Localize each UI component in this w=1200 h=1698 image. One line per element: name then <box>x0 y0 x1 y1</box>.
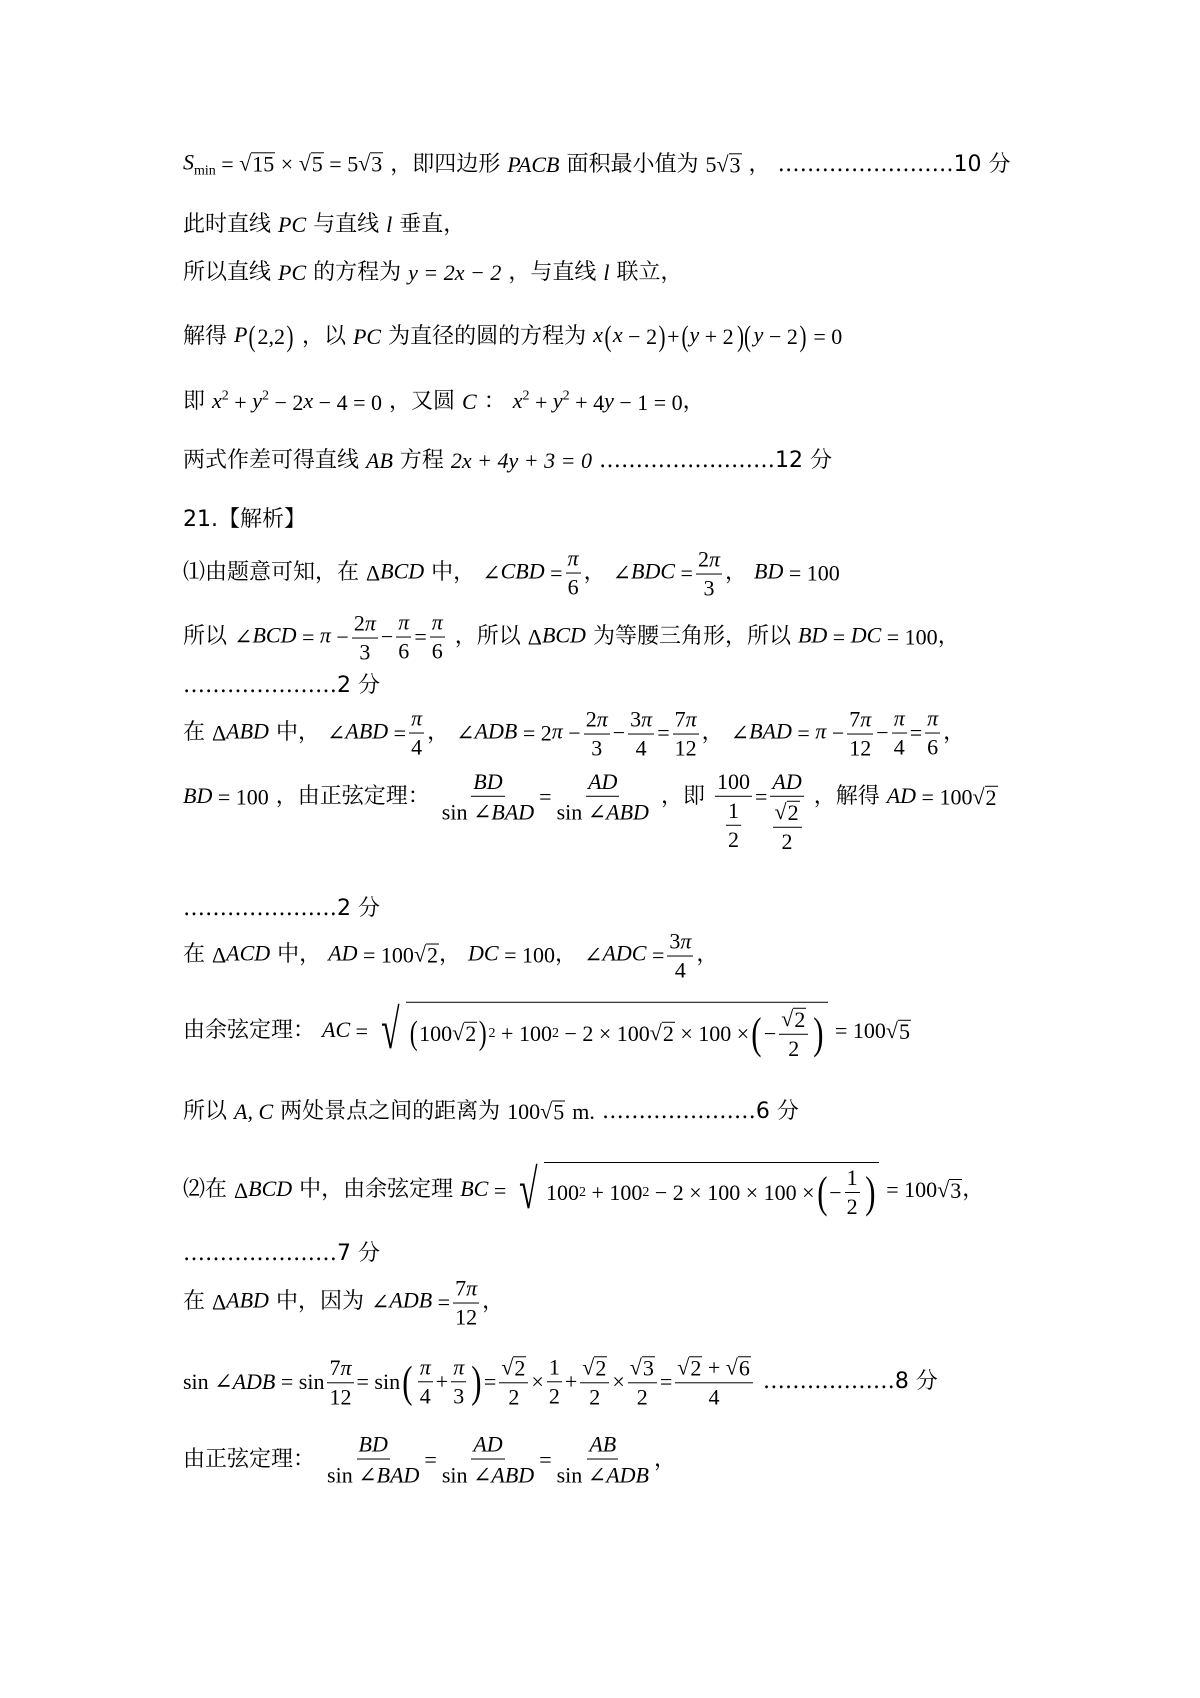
line-smin: $S_{min}$ = √ 15 × √ 5 = 5 √ 3 ，即四边形 PACB 面积最小值为 5 √ 3 ， ……………………10 分 <box>183 149 1011 179</box>
score-line-7: …………………7 分 <box>183 1241 380 1266</box>
line-bcd-isosceles: 所以 ∠BCD = π − $\frac{2\pi}{3}$ − $\frac{\pi}{6}$ = $\frac{\pi}{6}$ ，所以 ΔBCD 为等腰三角形，所以 BD = DC = 100， <box>183 609 960 665</box>
line-ab-eq: 两式作差可得直线 AB 方程 2x + 4y + 3 = 0 ……………………12 分 <box>183 448 832 473</box>
line-cosine-bc: ⑵在 ΔBCD 中，由余弦定理 BC = √ 100 2 + 100 2 − 2 × 100 × 100 × ( − $\frac{1}{2}$ ) = 100 √ 3 ， <box>183 1159 985 1221</box>
score-line-2b: …………………2 分 <box>183 896 380 921</box>
line-pc-perp: 此时直线 PC 与直线 l 垂直， <box>183 212 466 237</box>
line-sin-adb: sin ∠ADB = sin $\frac{7\pi}{12}$ = sin( $\frac{\pi}{4}$ + $\frac{\pi}{3}$ )= √ 2 2 × $\frac{1}{2}$ + √ 2 2 × √ 3 2 = √ 2 + √ 6 4 ………………8 分 <box>183 1354 938 1410</box>
line-cosine-ac: 由余弦定理： AC = √ ( 100 √ 2 ) 2 + 100 2 − 2 × 100 √ 2 × 100 × ( − √ 2 2 ) = 100 √ 5 <box>183 998 910 1062</box>
line-bcd-given: ⑴由题意可知，在 ΔBCD 中， ∠CBD = $\frac{\pi}{6}$ ， ∠BDC = $\frac{2\pi}{3}$ ， BD = 100 <box>183 545 840 601</box>
line-sine-law-2: 由正弦定理： $\frac{BD}{\text{sin ∠BAD}}$ = $\frac{AD}{\text{sin ∠ABD}}$ = $\frac{AB}{\text{sin ∠ADB}}$ ， <box>183 1431 676 1488</box>
sqrt3: √ 3 <box>716 151 741 178</box>
score-line-2a: …………………2 分 <box>183 673 380 698</box>
line-ac-distance: 所以 A, C 两处景点之间的距离为 100 √ 5 m. …………………6 分 <box>183 1098 799 1125</box>
line-circle-eqs: 即 $x^2 + y^2 - 2x - 4 = 0$ ，又圆 C ： $x^2 + y^2 + 4y - 1 = 0$， <box>183 388 705 416</box>
line-acd-given: 在 ΔACD 中， AD = 100 √ 2 ， DC = 100， ∠ADC = $\frac{3\pi}{4}$ ， <box>183 928 719 983</box>
smin-math: $S_{min}$ = √ 15 × √ 5 = 5 √ 3 <box>183 149 383 179</box>
line-sine-law-1: BD = 100 ，由正弦定理： $\frac{BD}{\text{sin ∠BAD}}$ = $\frac{AD}{\text{sin ∠ABD}}$ ，即 $\frac{100}{\frac{1}{2}}$ = AD √ 2 2 ，解得 AD = 100 √ 2 <box>183 768 997 855</box>
section-21-heading: 21.【解析】 <box>183 507 306 532</box>
line-pc-eq: 所以直线 PC 的方程为 y = 2x − 2 ，与直线 l 联立， <box>183 260 683 285</box>
line-adb-angle: 在 ΔABD 中，因为 ∠ADB = $\frac{7\pi}{12}$ ， <box>183 1275 505 1330</box>
line-abd-angles: 在 ΔABD 中， ∠ABD = $\frac{\pi}{4}$ ， ∠ADB = 2π − $\frac{2\pi}{3}$ − $\frac{3\pi}{4}$ = $\frac{7\pi}{12}$ ， ∠BAD = π − $\frac{7\pi}{12}$ − $\frac{\pi}{4}$ = $\frac{\pi}{6}$ ， <box>183 705 966 761</box>
line-solve-p: 解得 P(2,2) ，以 PC 为直径的圆的方程为 x(x − 2)+(y + 2)( y − 2) = 0 <box>183 320 843 353</box>
score-label: 10 分 <box>953 152 1011 178</box>
